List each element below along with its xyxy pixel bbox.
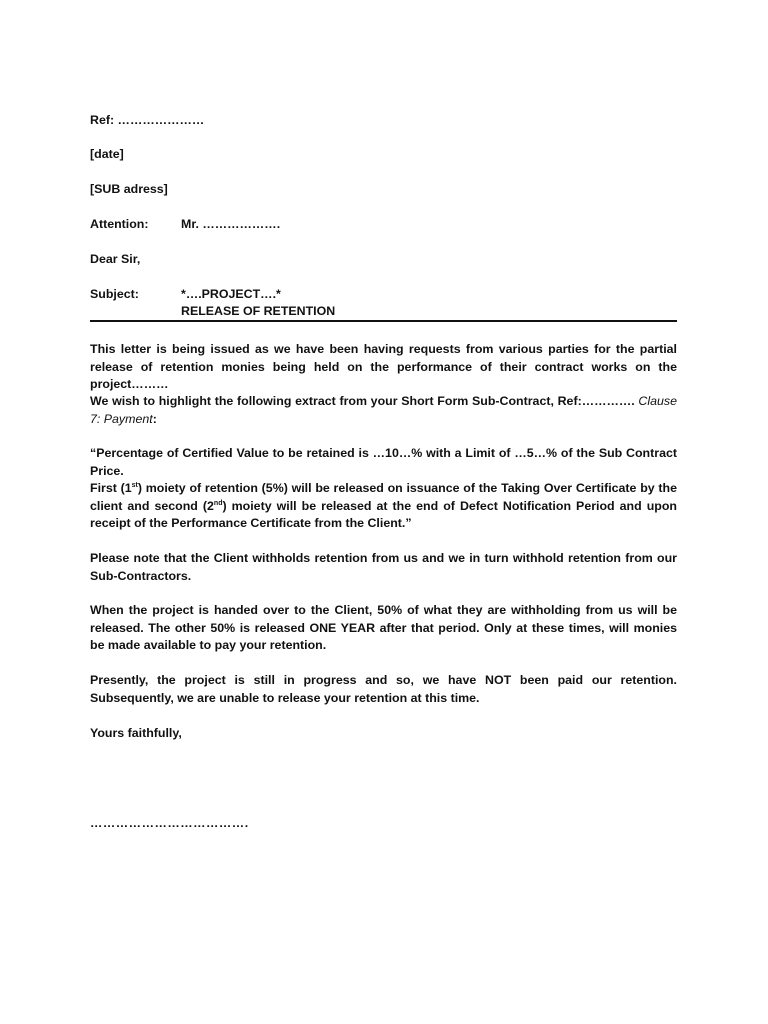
ordinal-second: nd: [213, 499, 223, 507]
ref-label: Ref:: [90, 113, 115, 127]
moiety-text-1: First (1: [90, 481, 132, 495]
sub-address-line: [SUB adress]: [90, 182, 168, 196]
subject-line: [90, 286, 281, 304]
ordinal-first: st: [131, 481, 138, 489]
attention-value: Mr. ……………….: [181, 217, 281, 231]
date-line: [date]: [90, 147, 124, 161]
paragraph-percentage: “Percentage of Certified Value to be retained is …10…% with a Limit of …5…% of the Sub Contract Price.: [90, 446, 677, 478]
paragraph-handover: When the project is handed over to the Client, 50% of what they are withholding from us will be released. The other 50% is released ONE YEAR after that period. Only at these times, will monies be made available to pay your retention.: [90, 603, 677, 652]
ref-line: [90, 112, 204, 130]
attention-label: Attention:: [90, 217, 149, 231]
moiety-text-3: ) moiety will be released at the end of Defect Notification Period and upon receipt of the Performance Certificate from the Client.”: [90, 498, 677, 530]
paragraph-status: Presently, the project is still in progress and so, we have NOT been paid our retention. Subsequently, we are unable to release your retention at this time.: [90, 673, 677, 705]
extract-text: We wish to highlight the following extract from your Short Form Sub-Contract, Ref:………….: [90, 394, 639, 408]
sign-off: Yours faithfully,: [90, 726, 182, 740]
paragraph-extract: [90, 393, 677, 428]
ref-value: …………………: [117, 113, 205, 127]
clause-reference: Clause 7: Payment: [90, 394, 677, 426]
subject-title: RELEASE OF RETENTION: [181, 304, 336, 318]
paragraph-moiety: [90, 480, 677, 533]
salutation: Dear Sir,: [90, 252, 141, 266]
moiety-text-2: ) moiety of retention (5%) will be released on issuance of the Taking Over Certificate by the client and second (2: [90, 481, 678, 513]
subject-divider: [90, 320, 677, 322]
extract-colon: :: [152, 411, 157, 426]
paragraph-intro: This letter is being issued as we have been having requests from various parties for the partial release of retention monies being held on the performance of their contract works on the project………: [90, 342, 677, 391]
paragraph-withholds: Please note that the Client withholds retention from us and we in turn withhold retention from our Sub-Contractors.: [90, 551, 677, 583]
subject-label: Subject:: [90, 287, 139, 301]
attention-line: [90, 216, 280, 234]
subject-project: *….PROJECT….*: [181, 287, 281, 301]
signature-line: ……………………………….: [90, 816, 249, 830]
